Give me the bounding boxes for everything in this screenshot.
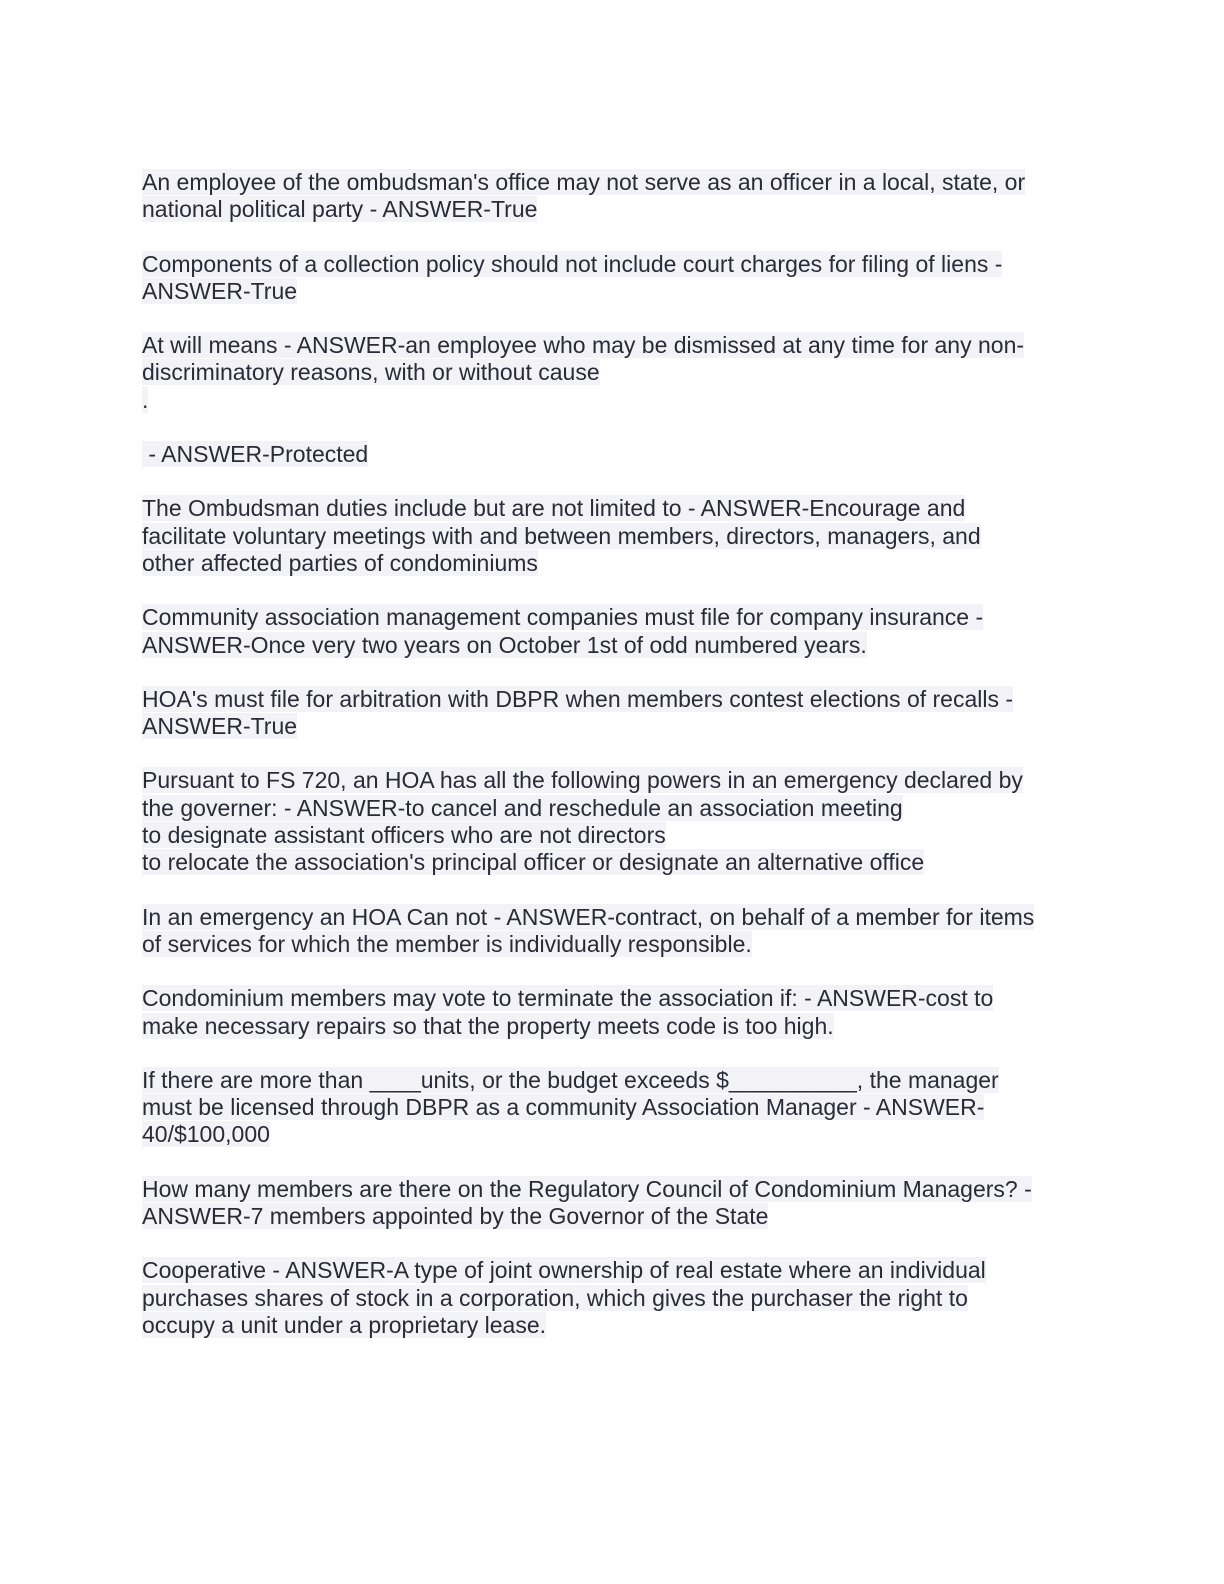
entry-text-line: to designate assistant officers who are not directors [142,822,666,849]
qa-entry-protected [142,441,1072,468]
qa-entry-hoa-arbitration [142,686,1072,741]
entry-text-line: occupy a unit under a proprietary lease. [142,1311,547,1338]
entry-text-line: The Ombudsman duties include but are not limited to - ANSWER-Encourage and [142,495,966,522]
qa-entry-manager-license [142,1067,1072,1149]
entry-text-line: At will means - ANSWER-an employee who may be dismissed at any time for any non- [142,332,1025,359]
entry-text-line: other affected parties of condominiums [142,549,538,576]
entry-text-line: An employee of the ombudsman's office may not serve as an officer in a local, state, or [142,169,1026,195]
entry-text-line: to relocate the association's principal officer or designate an alternative office [142,849,925,876]
qa-entry-at-will [142,332,1072,414]
entry-text-line: ANSWER-Once very two years on October 1st of odd numbered years. [142,631,867,658]
entry-text-line: Condominium members may vote to terminate the association if: - ANSWER-cost to [142,985,994,1012]
entry-text-line: ANSWER-7 members appointed by the Governor of the State [142,1203,769,1230]
qa-entry-management-companies [142,604,1072,659]
qa-entry-ombudsman-officer [142,169,1072,224]
qa-entry-terminate-association [142,985,1072,1040]
entry-text-line: HOA's must file for arbitration with DBPR when members contest elections of recalls - [142,685,1014,712]
entry-text-line: ANSWER-True [142,713,298,740]
entry-text-line: discriminatory reasons, with or without cause [142,359,600,386]
entry-text-line: How many members are there on the Regulatory Council of Condominium Managers? - [142,1175,1032,1202]
entry-text-line: Community association management companies must file for company insurance - [142,604,984,631]
qa-entry-emergency-cannot [142,904,1072,959]
entry-text-line: . [142,386,149,413]
qa-entry-ombudsman-duties [142,495,1072,577]
entry-text-line: must be licensed through DBPR as a community Association Manager - ANSWER- [142,1094,985,1121]
entry-text-line: Pursuant to FS 720, an HOA has all the following powers in an emergency declared by [142,767,1023,794]
entry-text-line: national political party - ANSWER-True [142,196,538,223]
entry-text-line: ANSWER-True [142,277,298,304]
entry-text-line: facilitate voluntary meetings with and between members, directors, managers, and [142,522,981,549]
qa-entry-collection-policy [142,251,1072,306]
document-page [142,169,1072,1366]
qa-entry-regulatory-council [142,1176,1072,1231]
qa-entry-cooperative [142,1257,1072,1339]
entry-text-line: Cooperative - ANSWER-A type of joint ownership of real estate where an individual [142,1257,986,1284]
entry-text-line: Components of a collection policy should not include court charges for filing of liens - [142,250,1003,277]
entry-text-line: the governer: - ANSWER-to cancel and reschedule an association meeting [142,794,903,821]
entry-text-line: purchases shares of stock in a corporation, which gives the purchaser the right to [142,1284,968,1311]
entry-text-line: 40/$100,000 [142,1121,270,1148]
entry-text-line: of services for which the member is individually responsible. [142,930,752,957]
entry-text-line: In an emergency an HOA Can not - ANSWER-contract, on behalf of a member for items [142,903,1035,930]
entry-text-line: If there are more than ____units, or the budget exceeds $__________, the manager [142,1066,999,1093]
entry-text-line: - ANSWER-Protected [142,441,369,468]
entry-text-line: make necessary repairs so that the property meets code is too high. [142,1012,834,1039]
qa-entry-emergency-powers [142,767,1072,876]
